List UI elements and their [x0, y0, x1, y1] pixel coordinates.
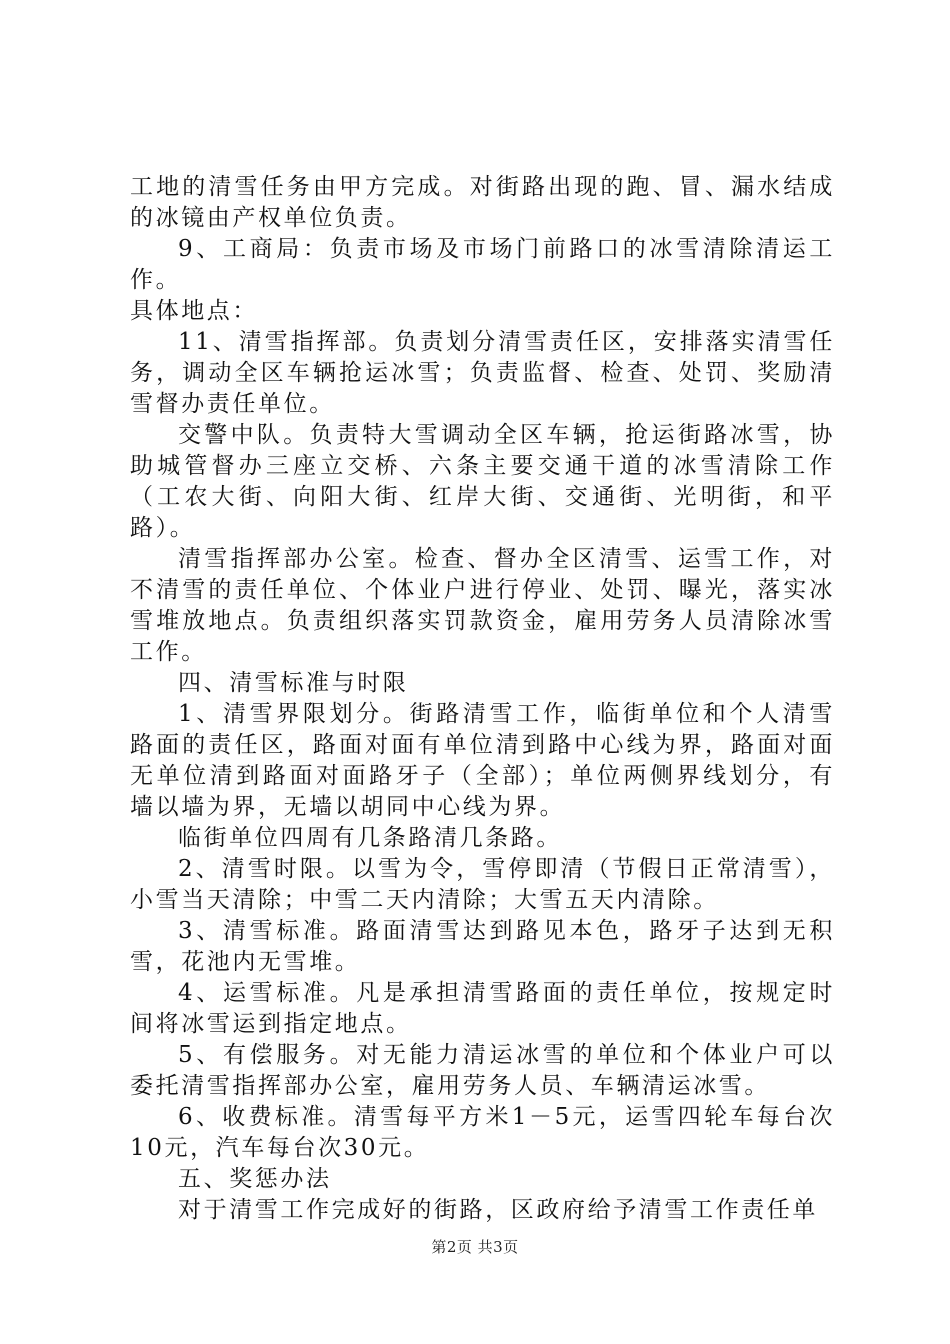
paragraph: 临街单位四周有几条路清几条路。 [178, 825, 562, 851]
paragraph: 对于清雪工作完成好的街路，区政府给予清雪工作责任单 [178, 1197, 818, 1223]
document-body [130, 172, 835, 1226]
paragraph: 清雪指挥部办公室。检查、督办全区清雪、运雪工作，对不清雪的责任单位、个体业户进行停业、处罚、曝光，落实冰雪堆放地点。负责组织落实罚款资金，雇用劳务人员清除冰雪工作。 [130, 546, 835, 665]
paragraph: 工地的清雪任务由甲方完成。对街路出现的跑、冒、漏水结成的冰镜由产权单位负责。 [130, 174, 835, 231]
paragraph: 11、清雪指挥部。负责划分清雪责任区，安排落实清雪任务，调动全区车辆抢运冰雪；负责监督、检查、处罚、奖励清雪督办责任单位。 [130, 329, 835, 417]
paragraph: 4、运雪标准。凡是承担清雪路面的责任单位，按规定时间将冰雪运到指定地点。 [130, 980, 835, 1037]
paragraph: 9、工商局：负责市场及市场门前路口的冰雪清除清运工作。 [130, 236, 835, 293]
paragraph: 3、清雪标准。路面清雪达到路见本色，路牙子达到无积雪，花池内无雪堆。 [130, 918, 835, 975]
paragraph: 五、奖惩办法 [178, 1166, 332, 1192]
paragraph: 具体地点： [130, 298, 258, 324]
paragraph: 2、清雪时限。以雪为令，雪停即清（节假日正常清雪），小雪当天清除；中雪二天内清除；大雪五天内清除。 [130, 856, 835, 913]
paragraph: 四、清雪标准与时限 [178, 670, 409, 696]
page-footer: 第2页 共3页 [431, 1238, 519, 1256]
paragraph: 交警中队。负责特大雪调动全区车辆，抢运街路冰雪，协助城管督办三座立交桥、六条主要交通干道的冰雪清除工作（工农大街、向阳大街、红岸大街、交通街、光明街，和平路）。 [130, 422, 835, 541]
paragraph: 1、清雪界限划分。街路清雪工作，临街单位和个人清雪路面的责任区，路面对面有单位清到路中心线为界，路面对面无单位清到路面对面路牙子（全部）；单位两侧界线划分，有墙以墙为界，无墙以胡同中心线为界。 [130, 701, 835, 820]
paragraph: 6、收费标准。清雪每平方米1－5元，运雪四轮车每台次10元，汽车每台次30元。 [130, 1104, 835, 1161]
paragraph: 5、有偿服务。对无能力清运冰雪的单位和个体业户可以委托清雪指挥部办公室，雇用劳务人员、车辆清运冰雪。 [130, 1042, 835, 1099]
